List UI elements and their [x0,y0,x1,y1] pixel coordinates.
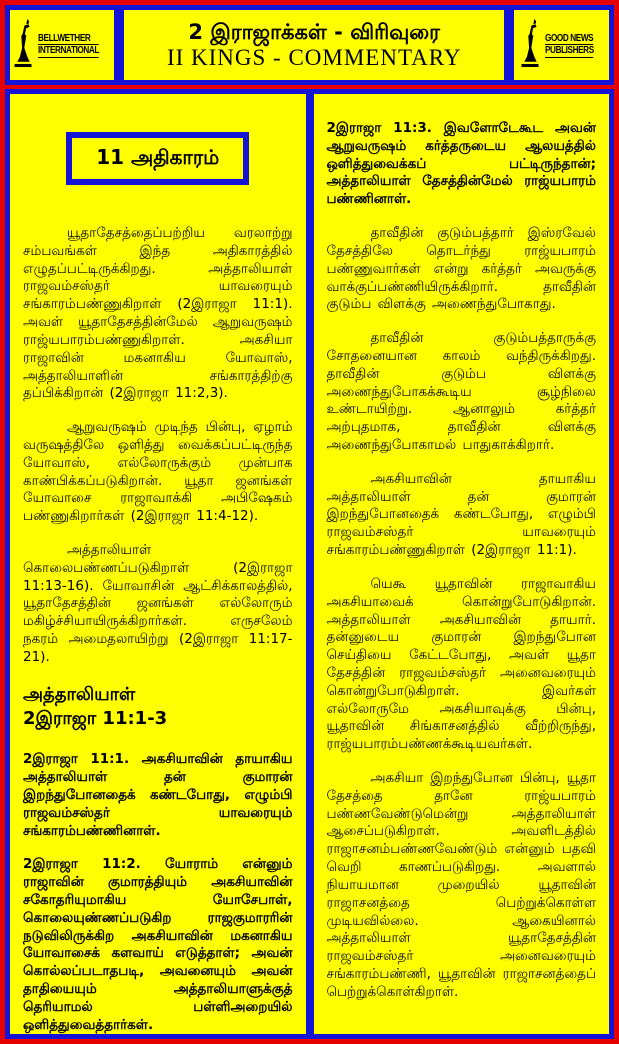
bellwether-logo-text [38,33,112,58]
title-panel [119,5,509,85]
left-column [10,94,306,1034]
header-bar [5,5,614,85]
page-title-english: II KINGS - COMMENTARY [166,45,462,71]
goodnews-logo [509,5,614,85]
page-title-tamil: 2 இராஜாக்கள் - விரிவுரை [188,20,441,45]
goodnews-logo-line1: GOOD NEWS [544,32,594,44]
chapter-box-label: 11 அதிகாரம் [96,145,220,169]
commentary-paragraph: ஆறுவருஷம் முடிந்த பின்பு, ஏழாம் வருஷத்திலே ஒளித்து வைக்கப்பட்டிருந்த யோவாஸ், எல்லோருக்கும் முன்பாக காண்பிக்கப்படுகிறான். யூதா ஜனங்கள் யோவாசை ராஜாவாக்கி அபிஷேகம் பண்ணுகிறார்கள் (2இராஜா 11:4-12). [23,419,293,525]
commentary-paragraph: தாவீதின் குடும்பத்தார் இஸ்ரவேல் தேசத்திலே தொடர்ந்து ராஜ்யபாரம் பண்ணுவார்கள் என்று கர்த்தர் அவருக்கு வாக்குப்பண்ணியிருக்கிறார். தாவீதின் குடும்ப விளக்கு அணைந்துபோகாது. [326,225,596,313]
commentary-paragraph: யெகூ யூதாவின் ராஜாவாகிய அகசியாவைக் கொன்றுபோடுகிறான். அத்தாலியாள் அகசியாவின் தாயார். தன்னுடைய குமாரன் இறந்துபோன செய்தியை கேட்டபோது, அவள் யூதா தேசத்தின் ராஜவம்சஸ்தர் அனைவரையும் கொன்றுபோடுகிறாள். இவர்கள் எல்லோருமே அகசியாவுக்கு பின்பு, யூதாவின் சிங்காசனத்தில் வீற்றிருந்து, ராஜ்யபாரம்பண்ணக்கூடியவர்கள். [326,575,596,753]
commentary-paragraph: அத்தாலியாள் கொலைபண்ணப்படுகிறாள் (2இராஜா 11:13-16). யோவாசின் ஆட்சிக்காலத்தில், யூதாதேசத்தின் ஜனங்கள் எல்லோரும் மகிழ்ச்சியாயிருக்கிறார்கள். எருசலேம் நகரம் அமைதலாயிற்று (2இராஜா 11:17-21). [23,542,293,665]
bellwether-logo-inner [10,19,114,71]
verse-paragraph: 2இராஜா 11:1. அகசியாவின் தாயாகிய அத்தாலியாள் தன் குமாரன் இறந்துபோனதைக் கண்டபோது, எழும்பி ராஜவம்சஸ்தர் யாவரையும் சங்காரம்பண்ணினாள். [23,751,293,839]
goodnews-logo-inner [517,19,606,71]
statue-torch-icon [12,19,34,71]
section-heading-name: அத்தாலியாள் [23,683,136,705]
verse-paragraph: 2இராஜா 11:3. இவளோடேகூட அவன் ஆறுவருஷம் கர்த்தருடைய ஆலயத்தில் ஒளித்துவைக்கப் பட்டிருந்தான்; அத்தாலியாள் தேசத்தின்மேல் ராஜ்யபாரம் பண்ணினாள். [326,120,596,208]
verse-paragraph: 2இராஜா 11:2. யோராம் என்னும் ராஜாவின் குமாரத்தியும் அகசியாவின் சகோதரியுமாகிய யோசேபாள், கொலையுண்ணப்படுகிற ராஜகுமாரரின் நடுவிலிருக்கிற அகசியாவின் மகனாகிய யோவாசைக் களவாய் எடுத்தாள்; அவன் கொல்லப்படாதபடி, அவனையும் அவன் தாதியையும் அத்தாலியாளுக்குத் தெரியாமல் பள்ளிஅறையில் ஒளித்துவைத்தார்கள். [23,856,293,1033]
commentary-paragraph: அகசியாவின் தாயாகிய அத்தாலியாள் தன் குமாரன் இறந்துபோனதைக் கண்டபோது, எழும்பி ராஜவம்சஸ்தர் யாவரையும் சங்காரம்பண்ணுகிறாள் (2இராஜா 11:1). [326,470,596,559]
statue-torch-icon [519,19,541,71]
bellwether-logo-line1: BELLWETHER [38,33,99,46]
right-column [314,94,610,1034]
commentary-paragraph: அகசியா இறந்துபோன பின்பு, யூதா தேசத்தை தானே ராஜ்யபாரம் பண்ணவேண்டுமென்று அத்தாலியாள் ஆசைப்படுகிறாள். அவளிடத்தில் ராஜாசனம்பண்ணவேண்டும் என்னும் பதவி வெறி காணப்படுகிறது. அவளால் நியாயமான முறையில் யூதாவின் ராஜாசனத்தை பெற்றுக்கொள்ள முடியவில்லை. ஆகையினால் அத்தாலியாள் யூதாதேசத்தின் ராஜவம்சஸ்தர் அனைவரையும் சங்காரம்பண்ணி, யூதாவின் ராஜாசனத்தைப் பெற்றுக்கொள்கிறாள். [326,770,596,1000]
goodnews-logo-text [545,33,604,58]
goodnews-logo-line2: PUBLISHERS [544,45,594,56]
bellwether-logo [5,5,119,85]
chapter-box [66,132,249,185]
content-area [5,89,614,1039]
column-divider [306,94,314,1034]
commentary-paragraph: யூதாதேசத்தைப்பற்றிய வரலாற்று சம்பவங்கள் இந்த அதிகாரத்தில் எழுதப்பட்டிருக்கிறது. அத்தாலியாள் ராஜவம்சஸ்தர் யாவரையும் சங்காரம்பண்ணுகிறாள் (2இராஜா 11:1). அவள் யூதாதேசத்தின்மேல் ஆறுவருஷம் ராஜ்யபாரம்பண்ணுகிறாள். அகசியா ராஜாவின் மகனாகிய யோவாஸ், அத்தாலியாளின் சங்காரத்திற்கு தப்பிக்கிறான் (2இராஜா 11:2,3). [23,225,293,402]
section-heading-ref: 2இராஜா 11:1-3 [23,707,168,729]
bellwether-logo-line2: INTERNATIONAL [38,45,100,56]
commentary-paragraph: தாவீதின் குடும்பத்தாருக்கு சோதனையான காலம் வந்திருக்கிறது. தாவீதின் குடும்ப விளக்கு அணைந்துபோகக்கூடிய சூழ்நிலை உண்டாயிற்று. ஆனாலும் கர்த்தர் அற்புதமாக, தாவீதின் விளக்கு அணைந்துபோகாமல் பாதுகாக்கிறார். [326,330,596,453]
section-heading [23,683,293,732]
